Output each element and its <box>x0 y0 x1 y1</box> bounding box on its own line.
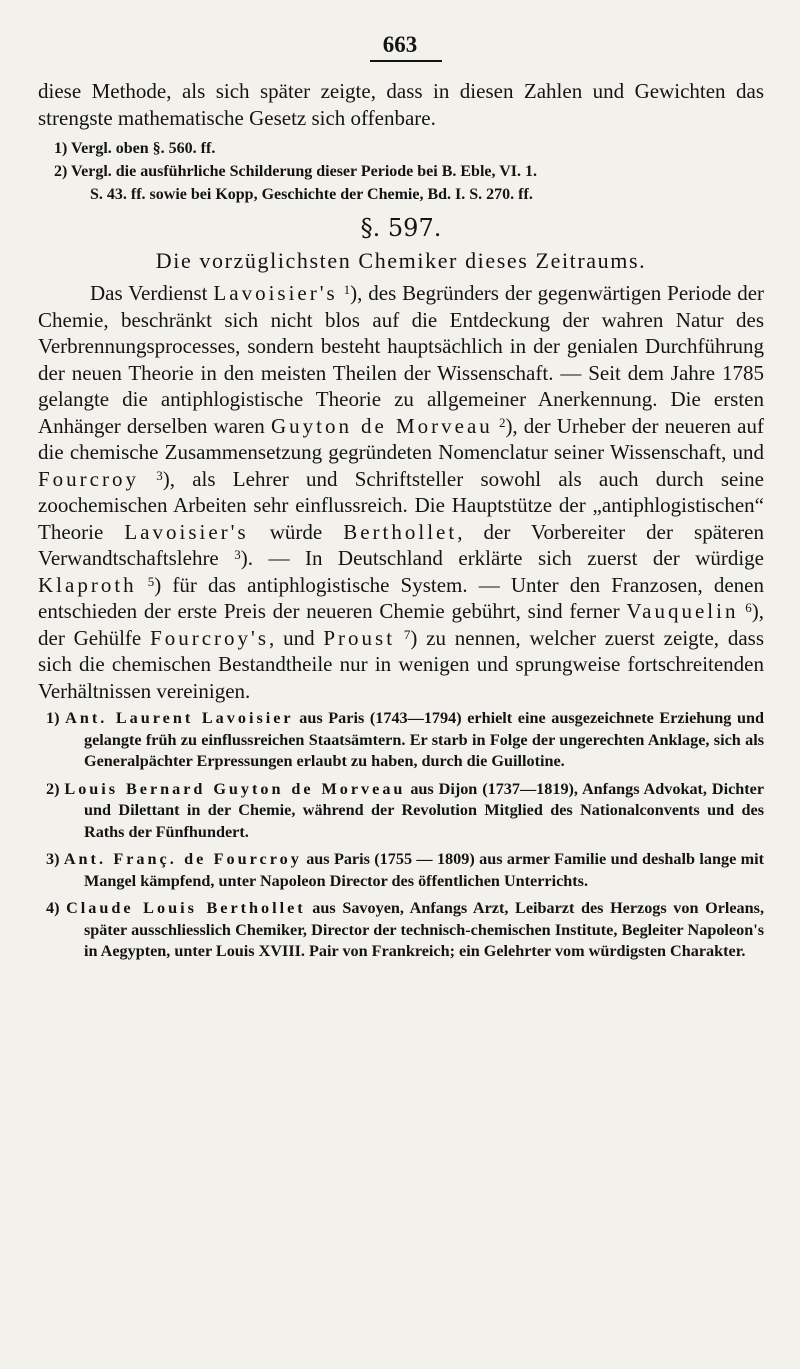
section-number: §. 597. <box>360 214 442 242</box>
main-paragraph <box>38 280 764 704</box>
top-footnote-1: 1) Vergl. oben §. 560. ff. <box>54 140 216 157</box>
name-vauquelin: Vauquelin <box>626 599 739 623</box>
name-guyton-de-morveau: Guyton de Morveau <box>270 413 493 438</box>
body-text-7: ). — In Deutschland erklärte sich zuerst der würdige <box>240 546 765 570</box>
footnote-4-name: Claude Louis Berthollet <box>66 899 306 917</box>
footnote-ref-2: 2 <box>498 414 506 430</box>
name-proust: Proust <box>323 625 396 650</box>
footnote-4-prefix: 4) <box>46 899 67 917</box>
body-text-6: , der Vorbereiter der späteren Verwandtschaftslehre <box>38 519 764 570</box>
footnote-2-prefix: 2) <box>46 779 65 798</box>
name-lavoisier: Lavoisier's <box>213 281 338 305</box>
footnote-1-name: Ant. Laurent Lavoisier <box>65 709 294 727</box>
page-content <box>38 78 764 969</box>
body-text-4: ), als Lehrer und Schriftsteller sowohl als auch durch seine zoochemischen Arbeiten sehr einflussreich. Die Hauptstütze der „antiphlogistischen“ Theorie <box>38 466 764 544</box>
footnote-1-text: aus Paris (1743—1794) erhielt eine ausgezeichnete Erziehung und gelangte früh zu einflussreichen Staatsämtern. Er starb in Folge der ungerechten Anklage, sich als Generalpächter Erpressungen erlaubt zu haben, durch die Guillotine. <box>84 709 764 770</box>
footnote-3-text: aus Paris (1755 — 1809) aus armer Familie und deshalb lange mit Mangel kämpfend, unter Napoleon Director des öffentlichen Unterrichts. <box>84 850 765 890</box>
footnote-ref-4: 3 <box>234 547 241 562</box>
bottom-footnotes <box>38 708 764 963</box>
footnote-4-text: aus Savoyen, Anfangs Arzt, Leibarzt des Herzogs von Orleans, später ausschliesslich Chemiker, Director der technisch-chemischen Institute, Begleiter Napoleon's in Aegypten, unter Louis XVIII. Pair von Frankreich; ein Gelehrter vom würdigsten Charakter. <box>84 899 765 960</box>
body-text-10: , und <box>269 625 324 650</box>
footnote-ref-7: 7 <box>403 626 411 642</box>
body-text-2: ), des Begründers der gegenwärtigen Periode der Chemie, beschränkt sich nicht blos auf die Entdeckung der wahren Natur des Verbrennungsprocesses, sondern besteht hauptsächlich in der genialen Durchführung der neuen Theorie in den meisten Theilen der Wissenschaft. — Seit dem Jahre 1785 gelangte die antiphlogistische Theorie zu allgemeiner Anerkennung. Die ersten Anhänger derselben waren <box>38 281 765 438</box>
footnote-1 <box>38 708 764 773</box>
footnote-1-prefix: 1) <box>46 709 66 727</box>
name-lavoisier-2: Lavoisier's <box>124 519 249 544</box>
body-text-1: Das Verdienst <box>90 281 214 305</box>
footnote-ref-6: 6 <box>745 600 752 615</box>
footnote-2 <box>38 779 764 844</box>
footnote-3-prefix: 3) <box>46 850 64 868</box>
footnote-2-name: Louis Bernard Guyton de Morveau <box>64 779 406 798</box>
footnote-3-name: Ant. Franç. de Fourcroy <box>63 850 302 868</box>
footnote-ref-3: 3 <box>156 467 163 483</box>
page-number <box>0 32 800 62</box>
footnote-ref-1: 1 <box>343 282 351 297</box>
top-footnote-2-line2: S. 43. ff. sowie bei Kopp, Geschichte der Chemie, Bd. I. S. 270. ff. <box>90 186 533 203</box>
body-text-11: ) zu nennen, welcher zuerst zeigte, dass sich die chemischen Bestandtheile nur in wenigen und sprungweise fortschreitenden Verhältnissen vereinigen. <box>38 625 765 703</box>
body-text-5: würde <box>248 519 344 544</box>
footnote-ref-5: 5 <box>147 573 155 589</box>
top-footnote-2-line1: 2) Vergl. die ausführliche Schilderung dieser Periode bei B. Eble, VI. 1. <box>54 163 537 180</box>
body-text-3: ), der Urheber der neueren auf die chemische Zusammensetzung gegründeten Nomenclatur seiner Wissenschaft, und <box>38 413 764 464</box>
name-fourcroy: Fourcroy <box>38 466 139 491</box>
page-number-text: 663 <box>382 32 418 57</box>
section-title: Die vorzüglichsten Chemiker dieses Zeitraums. <box>155 248 647 273</box>
footnote-2-text: aus Dijon (1737—1819), Anfangs Advokat, Dichter und Dilettant in der Chemie, während der Revolution Mitglied des Nationalconvents und des Raths der Fünfhundert. <box>84 779 765 841</box>
name-klaproth: Klaproth <box>38 572 137 597</box>
footnote-4 <box>38 898 764 963</box>
footnote-3 <box>38 849 764 892</box>
body-text-9: ), der Gehülfe <box>38 599 764 650</box>
top-footnotes <box>38 137 764 206</box>
page-number-rule <box>370 60 442 62</box>
top-footnote-2 <box>54 160 764 206</box>
name-berthollet: Berthollet <box>343 519 458 544</box>
body-text-8: ) für das antiphlogistische System. — Unter den Franzosen, denen entschieden der erste Preis der neueren Chemie gebührt, sind ferner <box>38 572 765 623</box>
name-fourcroy-2: Fourcroy's <box>150 625 270 650</box>
intro-paragraph: diese Methode, als sich später zeigte, dass in diesen Zahlen und Gewichten das strengste mathematische Gesetz sich offenbare. <box>38 79 764 130</box>
